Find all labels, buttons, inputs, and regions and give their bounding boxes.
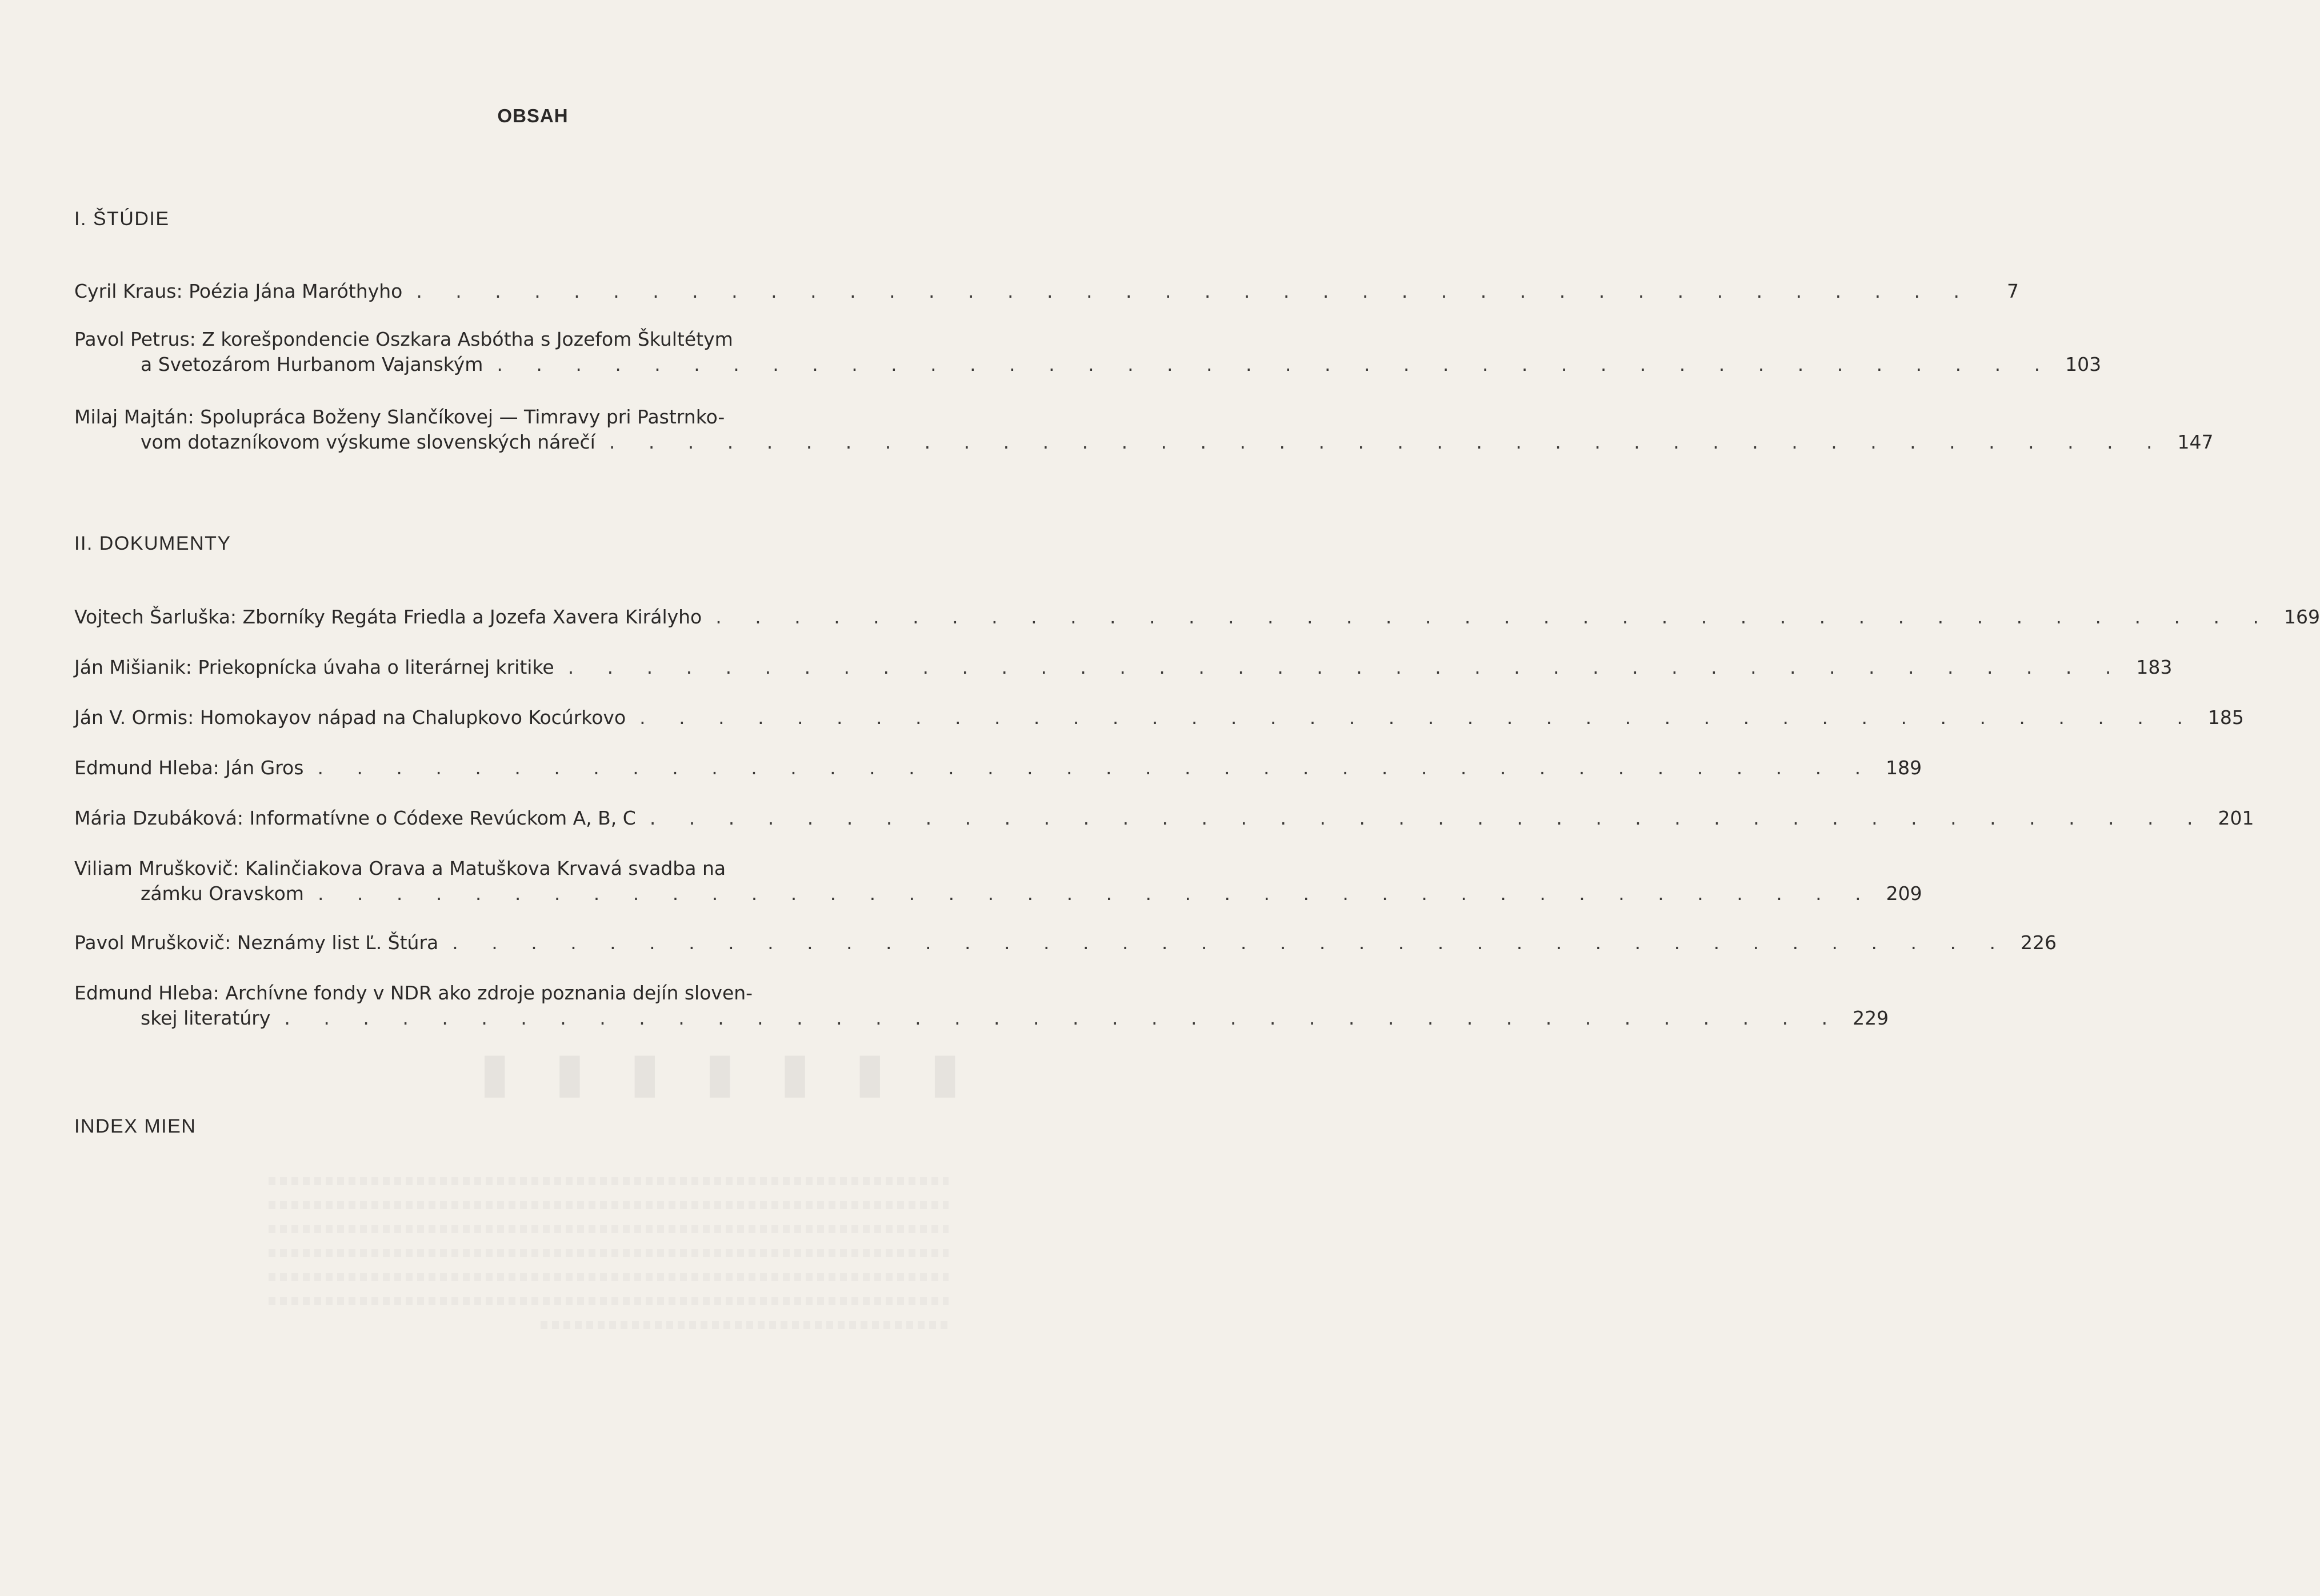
toc-entry[interactable] bbox=[74, 327, 2102, 377]
dot-leader: . . . . . . . . . . . . . . . . . . . . . . . . . . . . . . . . . . . . . . . . bbox=[317, 757, 1875, 779]
dot-leader: . . . . . . . . . . . . . . . . . . . . . . . . . . . . . . . . . . . . . . . . bbox=[639, 706, 2197, 729]
dot-leader: . . . . . . . . . . . . . . . . . . . . . . . . . . . . . . . . . . . . . . . . bbox=[284, 1007, 1842, 1029]
toc-entry[interactable] bbox=[74, 930, 2057, 955]
page-number: 169 bbox=[2283, 606, 2320, 628]
entry-text: Cyril Kraus: Poézia Jána Maróthyho bbox=[74, 280, 403, 302]
page-number: 185 bbox=[2207, 706, 2244, 729]
page-number: 103 bbox=[2065, 353, 2102, 375]
dot-leader: . . . . . . . . . . . . . . . . . . . . . . . . . . . . . . . . . . . . . . . . bbox=[317, 882, 1875, 905]
dot-leader: . . . . . . . . . . . . . . . . . . . . . . . . . . . . . . . . . . . . . . . . bbox=[715, 606, 2273, 628]
dot-leader: . . . . . . . . . . . . . . . . . . . . . . . . . . . . . . . . . . . . . . . . bbox=[452, 931, 2009, 954]
entry-text: Mária Dzubáková: Informatívne o Códexe Revúckom A, B, C bbox=[74, 807, 636, 829]
bleed-through-texture: ▮ ▮ ▮ ▮ ▮ ▮ ▮ bbox=[466, 1040, 960, 1104]
entry-text: a Svetozárom Hurbanom Vajanským bbox=[141, 353, 483, 375]
entry-text: vom dotazníkovom výskume slovenských nárečí bbox=[141, 431, 595, 453]
section-heading-studie: I. ŠTÚDIE bbox=[74, 208, 170, 230]
entry-text: Edmund Hleba: Ján Gros bbox=[74, 757, 304, 779]
entry-text: Pavol Mruškovič: Neznámy list Ľ. Štúra bbox=[74, 931, 439, 954]
page-number: 229 bbox=[1853, 1007, 1889, 1029]
entry-text: Viliam Mruškovič: Kalinčiakova Orava a Matuškova Krvavá svadba na bbox=[74, 857, 726, 879]
entry-text: Pavol Petrus: Z korešpondencie Oszkara Asbótha s Jozefom Škultétym bbox=[74, 328, 733, 350]
entry-text: Vojtech Šarluška: Zborníky Regáta Friedla a Jozefa Xavera Királyho bbox=[74, 606, 702, 628]
toc-entry[interactable] bbox=[74, 981, 1889, 1031]
toc-entry[interactable] bbox=[74, 605, 2320, 630]
entry-text: skej literatúry bbox=[141, 1007, 271, 1029]
page-number: 7 bbox=[2007, 280, 2019, 302]
entry-text: Edmund Hleba: Archívne fondy v NDR ako zdroje poznania dejín sloven- bbox=[74, 982, 753, 1004]
toc-entry[interactable] bbox=[74, 279, 2019, 304]
entry-text: Ján V. Ormis: Homokayov nápad na Chalupkovo Kocúrkovo bbox=[74, 706, 626, 729]
section-heading-index: INDEX MIEN bbox=[74, 1115, 197, 1137]
dot-leader: . . . . . . . . . . . . . . . . . . . . . . . . . . . . . . . . . . . . . . . . bbox=[416, 280, 1974, 302]
entry-text: Ján Mišianik: Priekopnícka úvaha o literárnej kritike bbox=[74, 656, 554, 678]
page-title: OBSAH bbox=[497, 105, 569, 126]
dot-leader: . . . . . . . . . . . . . . . . . . . . . . . . . . . . . . . . . . . . . . . . bbox=[649, 807, 2207, 829]
toc-entry[interactable] bbox=[74, 755, 1922, 781]
dot-leader: . . . . . . . . . . . . . . . . . . . . . . . . . . . . . . . . . . . . . . . . bbox=[567, 656, 2125, 678]
entry-text: Milaj Majtán: Spolupráca Boženy Slančíkovej — Timravy pri Pastrnko- bbox=[74, 406, 725, 428]
page-number: 147 bbox=[2177, 431, 2214, 453]
section-heading-dokumenty: II. DOKUMENTY bbox=[74, 533, 231, 554]
page-number: 209 bbox=[1886, 882, 1922, 905]
toc-entry[interactable] bbox=[74, 705, 2244, 730]
toc-entry[interactable] bbox=[74, 655, 2173, 680]
dot-leader: . . . . . . . . . . . . . . . . . . . . . . . . . . . . . . . . . . . . . . . . bbox=[497, 353, 2054, 375]
page-number: 226 bbox=[2020, 931, 2057, 954]
toc-entry[interactable] bbox=[74, 405, 2214, 455]
entry-text: zámku Oravskom bbox=[141, 882, 304, 905]
page-number: 201 bbox=[2218, 807, 2254, 829]
page-number: 189 bbox=[1886, 757, 1922, 779]
bleed-through-lines bbox=[269, 1177, 949, 1366]
toc-entry[interactable] bbox=[74, 856, 1922, 906]
page-number: 183 bbox=[2136, 656, 2173, 678]
dot-leader: . . . . . . . . . . . . . . . . . . . . . . . . . . . . . . . . . . . . . . . . bbox=[609, 431, 2166, 453]
toc-entry[interactable] bbox=[74, 806, 2254, 831]
